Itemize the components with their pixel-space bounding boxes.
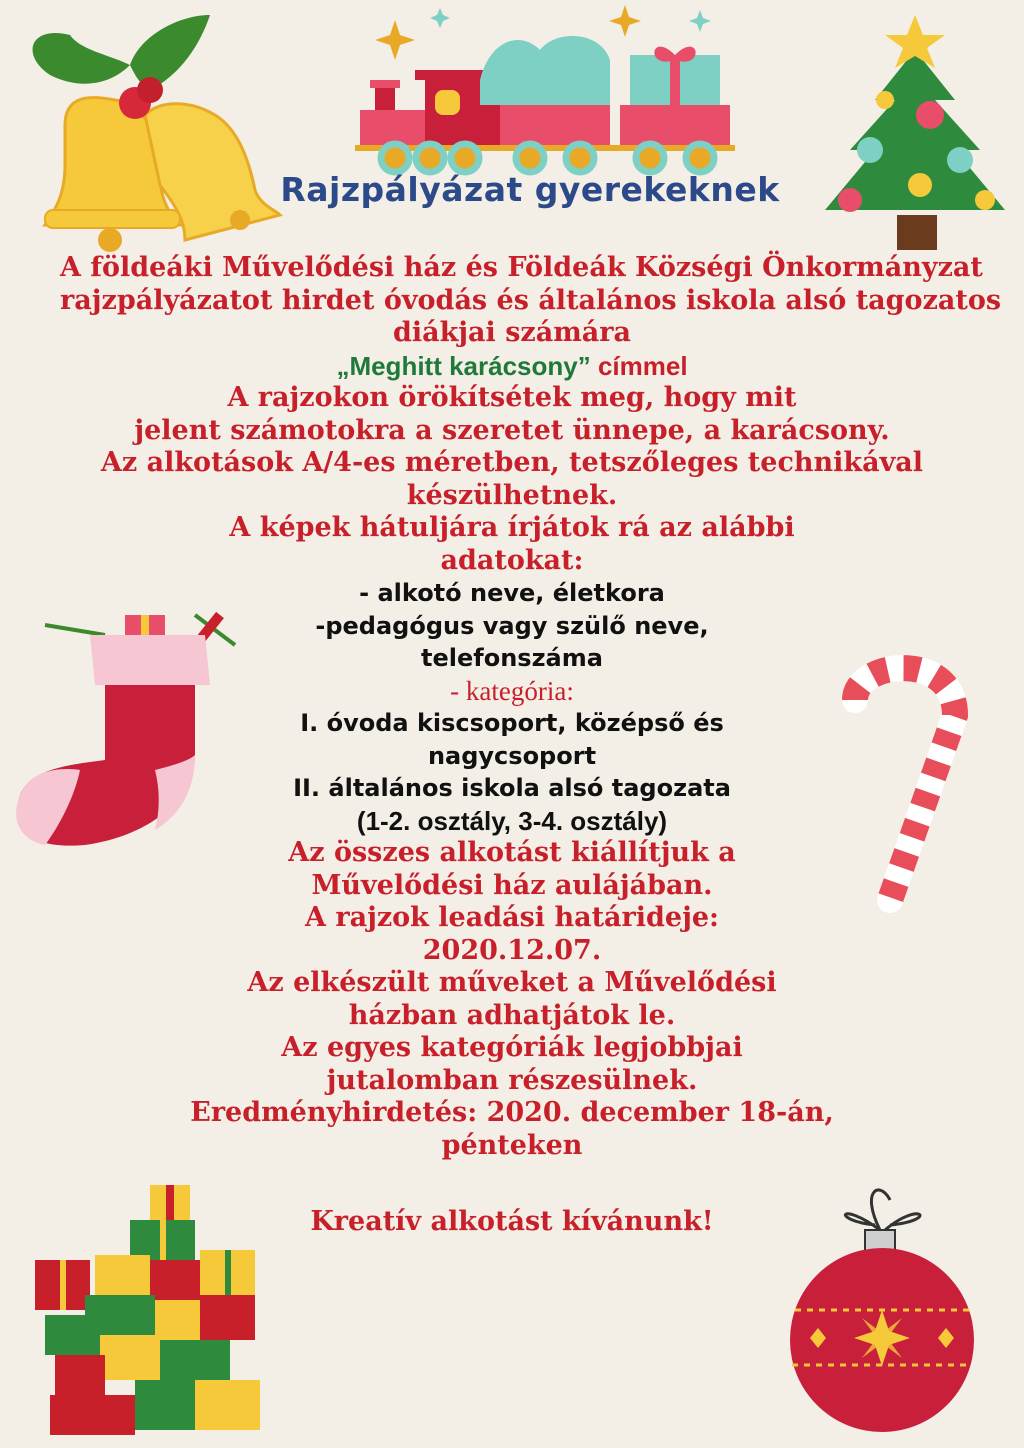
category-1: I. óvoda kiscsoport, középső és bbox=[300, 709, 724, 737]
body-line-7: Az alkotások A/4-es méretben, tetszőleges technikával bbox=[100, 447, 924, 478]
bells-icon bbox=[10, 5, 290, 255]
closing-wish: Kreatív alkotást kívánunk! bbox=[310, 1206, 714, 1237]
intro-line-1: A földeáki Művelődési ház és Földeák Községi Önkormányzat bbox=[60, 252, 983, 283]
deadline-date: 2020.12.07. bbox=[422, 934, 602, 966]
page-title: Rajzpályázat gyerekeknek bbox=[280, 170, 780, 209]
body-line-6: jelent számotokra a szeretet ünnepe, a karácsony. bbox=[134, 414, 890, 446]
body-line-26: jutalomban részesülnek. bbox=[326, 1064, 698, 1096]
body-line-10: adatokat: bbox=[440, 544, 584, 576]
body-line-24: házban adhatjátok le. bbox=[348, 999, 676, 1031]
intro-line-2: rajzpályázatot hirdet óvodás és általános iskola alsó tagozatos bbox=[60, 284, 1002, 316]
data-item-2: -pedagógus vagy szülő neve, bbox=[315, 611, 709, 640]
results-date: Eredményhirdetés: 2020. december 18-án, bbox=[190, 1097, 834, 1128]
category-2: II. általános iskola alsó tagozata bbox=[293, 774, 731, 802]
body-line-20: Művelődési ház aulájában. bbox=[311, 869, 713, 901]
body-line-25: Az egyes kategóriák legjobbjai bbox=[281, 1032, 743, 1063]
christmas-tree-icon bbox=[815, 10, 1015, 260]
category-1b: nagycsoport bbox=[427, 741, 597, 770]
deadline-label: A rajzok leadási határideje: bbox=[305, 902, 719, 933]
announcement-body bbox=[60, 252, 1002, 1239]
train-icon bbox=[340, 0, 740, 185]
category-2b: (1-2. osztály, 3-4. osztály) bbox=[356, 805, 668, 836]
category-heading: - kategória: bbox=[450, 675, 574, 706]
theme-title: „Meghitt karácsony” bbox=[336, 350, 591, 381]
body-line-23: Az elkészült műveket a Művelődési bbox=[247, 967, 777, 998]
body-line-9: A képek hátuljára írjátok rá az alábbi bbox=[229, 512, 795, 543]
data-item-1: - alkotó neve, életkora bbox=[359, 579, 665, 607]
body-line-8: készülhetnek. bbox=[406, 479, 618, 511]
theme-suffix: címmel bbox=[590, 350, 688, 381]
results-day: pénteken bbox=[441, 1129, 583, 1161]
body-line-5: A rajzokon örökítsétek meg, hogy mit bbox=[227, 382, 797, 413]
intro-line-3: diákjai számára bbox=[392, 317, 632, 348]
body-line-19: Az összes alkotást kiállítjuk a bbox=[288, 837, 736, 868]
data-item-2b: telefonszáma bbox=[421, 644, 603, 672]
theme-line bbox=[60, 350, 964, 383]
